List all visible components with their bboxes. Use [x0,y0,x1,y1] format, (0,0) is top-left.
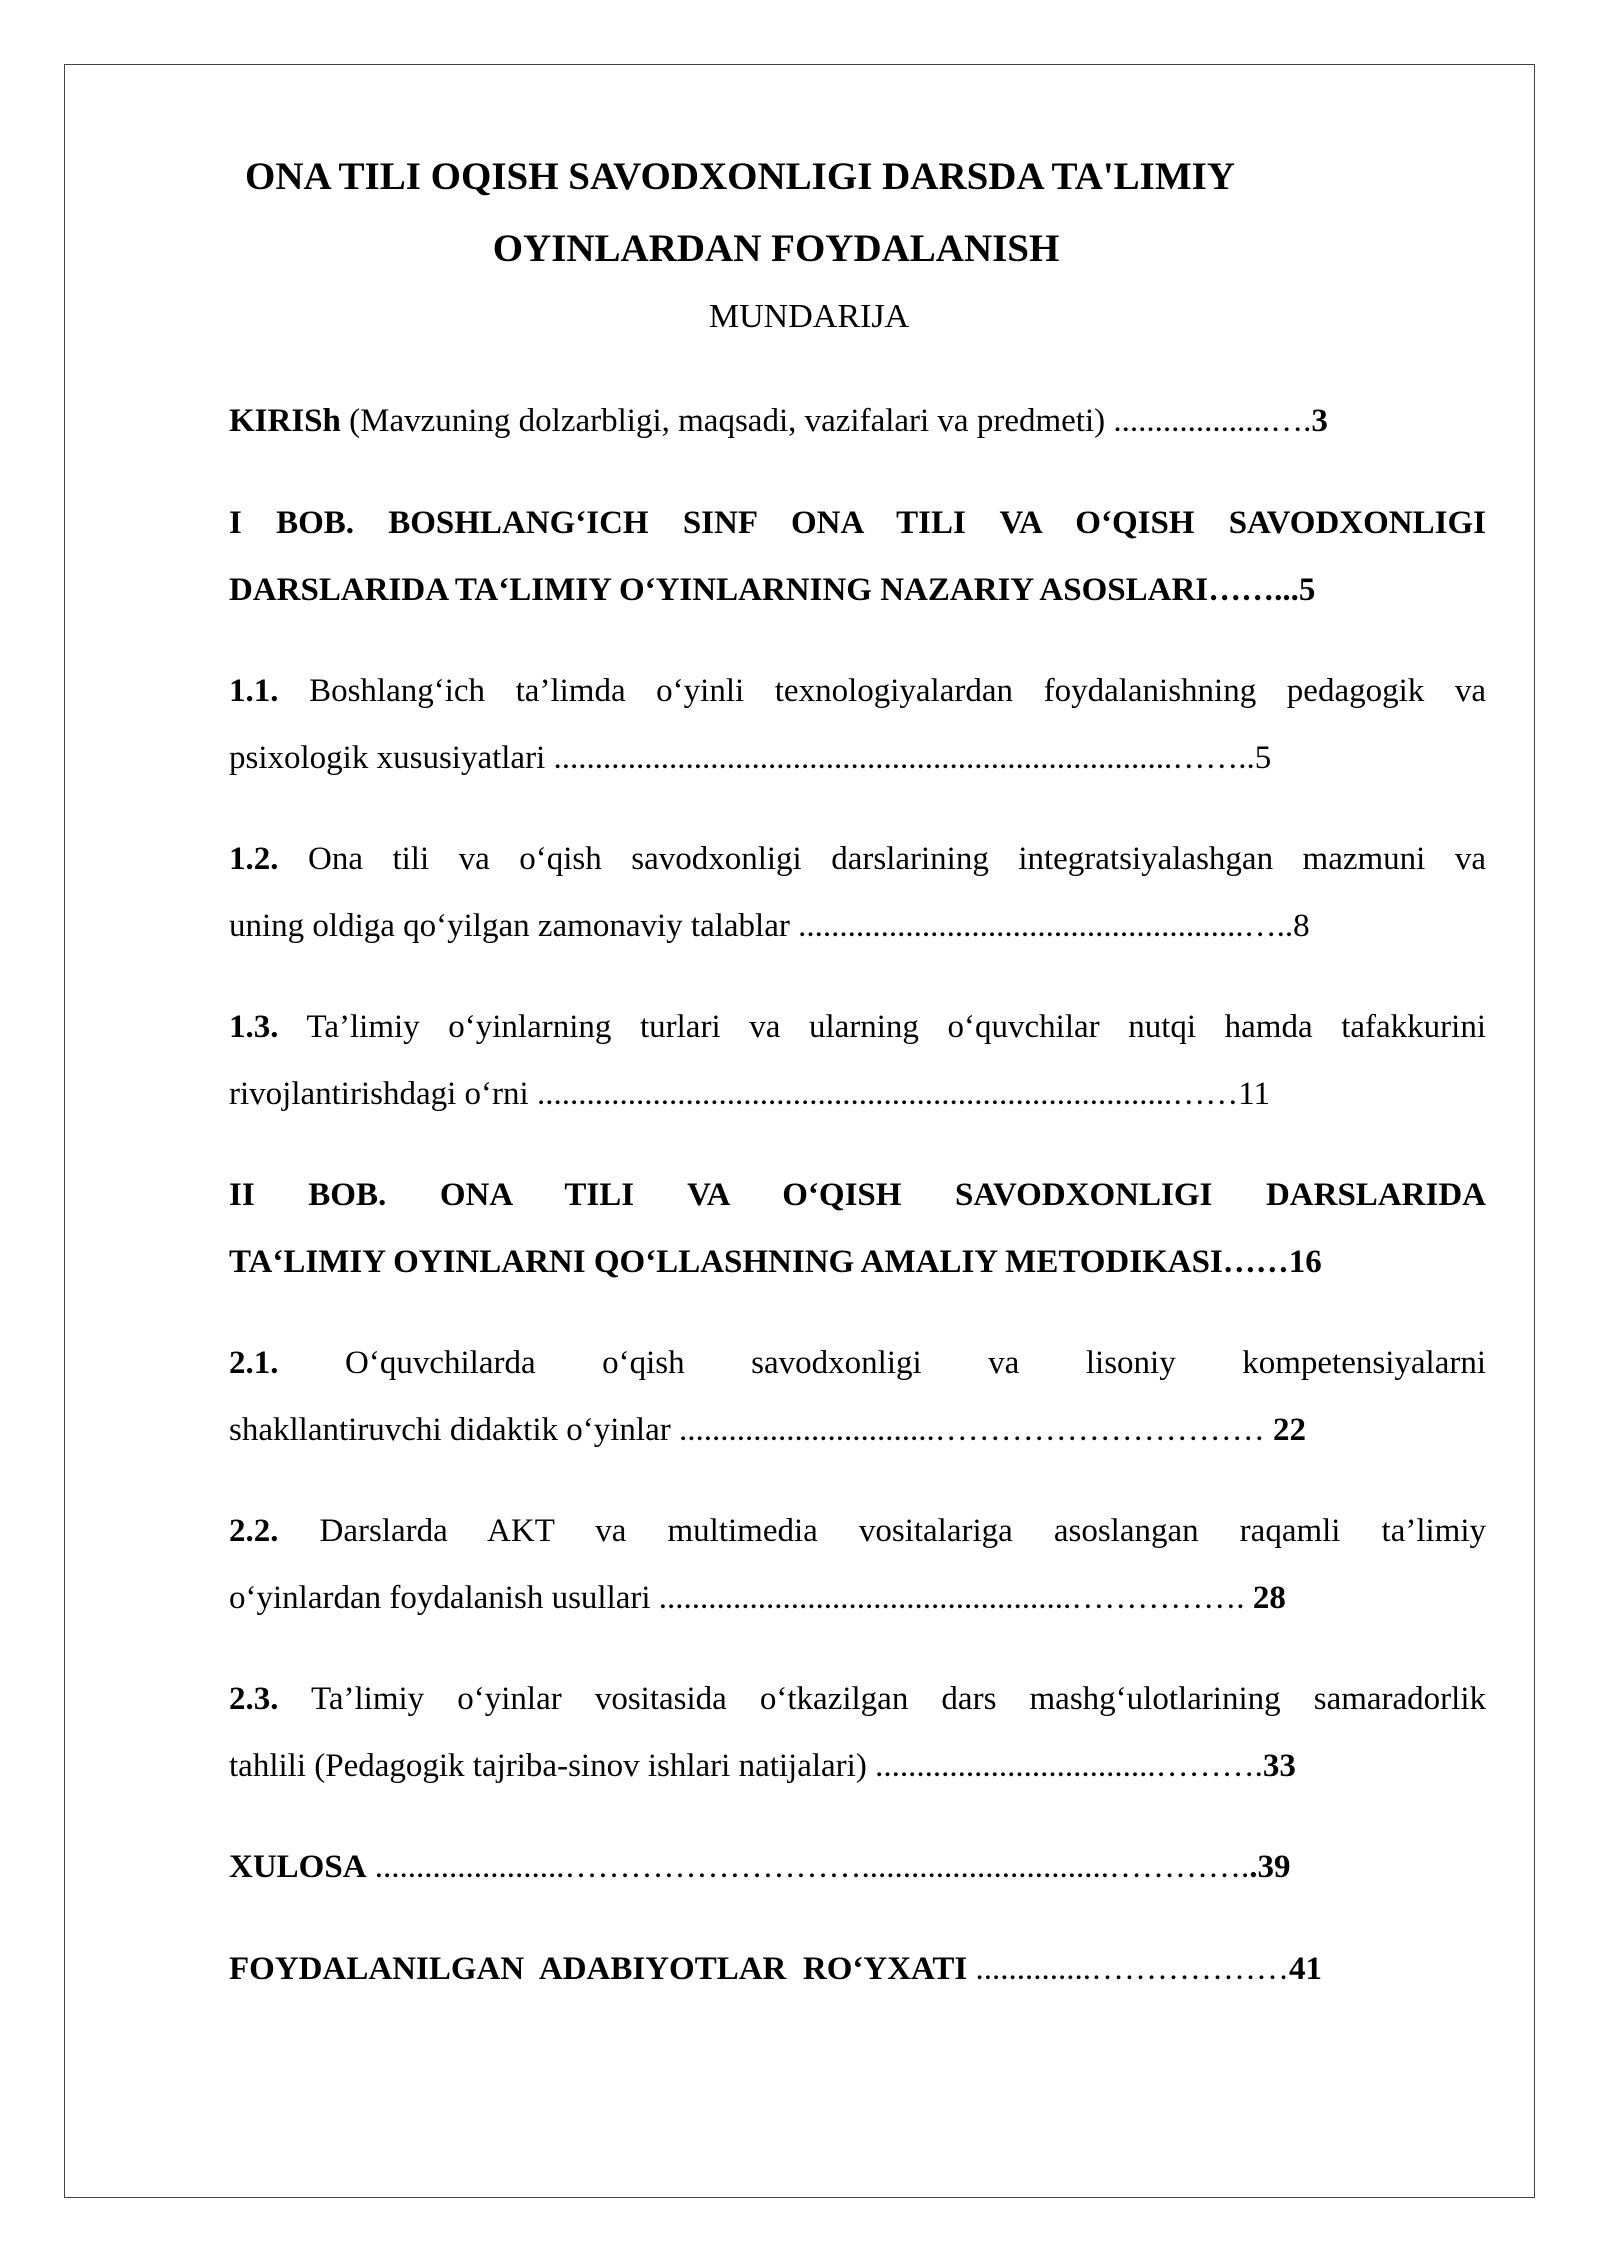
toc-text: I BOB. BOSHLANG‘ICH SINF ONA TILI VA O‘QISH SAVODXONLIGI [229,505,1486,541]
toc-entry-section-2-2[interactable] [229,1498,1486,1632]
toc-page-number: 3 [1311,403,1328,439]
toc-text: rivojlantirishdagi o‘rni .............................................................................…… [229,1076,1239,1112]
toc-heading: MUNDARIJA [708,298,910,335]
toc-page-number: 5 [1298,572,1316,608]
toc-text: Boshlang‘ich ta’limda o‘yinli texnologiyalardan foydalanishning pedagogik va [278,673,1486,709]
toc-label: 1.1. [229,673,279,709]
toc-entry-section-2-1[interactable] [229,1330,1486,1464]
toc-text: O‘quvchilarda o‘qish savodxonligi va lisoniy kompetensiyalarni [278,1345,1486,1381]
toc-entry-section-1-2[interactable] [229,826,1486,960]
toc-entry-chapter-2[interactable] [229,1162,1486,1296]
toc-text: o‘yinlardan foydalanish usullari ..................................................……………. [229,1580,1253,1616]
toc-page-number: 16 [1288,1244,1322,1280]
toc-entry-kirish[interactable] [229,388,1486,455]
toc-text: Ona tili va o‘qish savodxonligi darslarining integratsiyalashgan mazmuni va [278,841,1486,877]
toc-text: Ta’limiy o‘yinlarning turlari va ularning o‘quvchilar nutqi hamda tafakkurini [278,1009,1486,1045]
toc-text: TA‘LIMIY OYINLARNI QO‘LLASHNING AMALIY METODIKASI…… [229,1244,1289,1280]
toc-label: KIRISh [229,403,341,439]
toc-entry-bibliography[interactable] [229,1936,1486,2003]
toc-page-number: 11 [1238,1076,1270,1112]
toc-text: (Mavzuning dolzarbligi, maqsadi, vazifalari va predmeti) ...................… [340,403,1304,439]
toc-label: 1.3. [229,1009,279,1045]
toc-entry-section-2-3[interactable] [229,1666,1486,1800]
toc-dots: . [1303,403,1312,439]
toc-text: DARSLARIDA TA‘LIMIY O‘YINLARNING NAZARIY ASOSLARI……... [229,572,1299,608]
toc-label: 2.1. [229,1345,279,1381]
toc-label: 1.2. [229,841,279,877]
toc-entry-xulosa[interactable] [229,1834,1486,1901]
toc-page-number: 33 [1262,1748,1296,1784]
toc-entry-chapter-1[interactable] [229,490,1486,624]
document-title-line1: ONA TILI OQISH SAVODXONLIGI DARSDA TA'LIMIY [244,155,1235,198]
toc-page-number: .39 [1249,1849,1291,1885]
toc-text: ..............……………… [967,1951,1290,1987]
toc-text: uning oldiga qo‘yilgan zamonaviy talablar ......................................................….. [229,908,1294,944]
toc-text: Darslarda AKT va multimedia vositalariga asoslangan raqamli ta’limiy [278,1513,1486,1549]
toc-text: shakllantiruvchi didaktik o‘yinlar ...............................………………………… [229,1412,1273,1448]
toc-label: 2.2. [229,1513,279,1549]
toc-text: II BOB. ONA TILI VA O‘QISH SAVODXONLIGI DARSLARIDA [229,1177,1486,1213]
toc-page-number: 41 [1289,1951,1323,1987]
toc-page-number: 5 [1254,740,1272,776]
toc-entry-section-1-1[interactable] [229,658,1486,792]
toc-label: FOYDALANILGAN ADABIYOTLAR RO‘YXATI [229,1951,968,1987]
toc-label: XULOSA [229,1849,367,1885]
toc-text: .......................………………………..............................…………. [366,1849,1250,1885]
toc-entry-section-1-3[interactable] [229,994,1486,1128]
document-title-line2: OYINLARDAN FOYDALANISH [492,227,1060,270]
toc-page-number: 8 [1293,908,1310,944]
toc-page-number: 22 [1272,1412,1306,1448]
toc-text: tahlili (Pedagogik tajriba-sinov ishlari natijalari) ..................................………. [229,1748,1263,1784]
toc-page-number: 28 [1252,1580,1286,1616]
toc-text: psixologik xususiyatlari ...........................................................................…….. [229,740,1255,776]
toc-label: 2.3. [229,1681,279,1717]
toc-text: Ta’limiy o‘yinlar vositasida o‘tkazilgan dars mashg‘ulotlarining samaradorlik [278,1681,1486,1717]
